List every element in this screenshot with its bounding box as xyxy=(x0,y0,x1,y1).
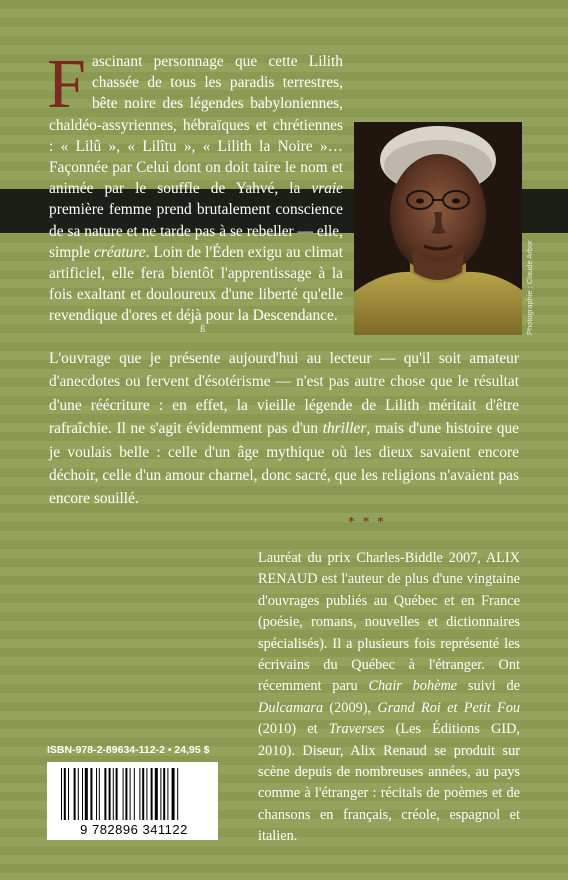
barcode-stripe xyxy=(134,768,135,820)
barcode-stripe xyxy=(139,768,140,820)
bio-text-3: (2009), xyxy=(323,699,378,716)
barcode-stripe xyxy=(123,768,124,820)
photo-credit: Photographie : Claude Arbor xyxy=(525,240,534,335)
bio-text-1: Lauréat du prix Charles-Biddle 2007, ALIX RENAUD est l'auteur de plus d'une vingtaine d'ouvrages publiés au Québec et en France (poésie, romans, nouvelles et dictionnaires spécialisés). Il a plusieurs fois représenté les écrivains du Québec à l'étranger. Ont récemment paru xyxy=(258,550,520,695)
barcode-stripe xyxy=(155,768,158,820)
intro-em-creature: créature xyxy=(94,243,146,261)
barcode-stripe xyxy=(116,768,118,820)
bio-text-2: suivi de xyxy=(457,678,521,695)
statement-text-2: , mais d'une histoire que je voulais belle : celle d'un âge mythique où les dieux savaient encore déchoir, celle d'un amour charnel, donc sacré, que les religions n'avaient pas encore souillé. xyxy=(49,420,519,508)
author-photo xyxy=(354,122,522,335)
barcode-stripe xyxy=(104,768,106,820)
ornament-small: ß xyxy=(200,323,206,335)
author-statement-paragraph xyxy=(49,347,519,511)
barcode-stripe xyxy=(96,768,97,820)
bio-title-1: Chair bohème xyxy=(368,678,458,695)
barcode-bars xyxy=(61,768,211,820)
statement-em-thriller: thriller xyxy=(322,420,367,438)
barcode-stripe xyxy=(64,768,66,820)
barcode-stripe xyxy=(82,768,83,820)
author-bio-paragraph xyxy=(258,548,520,848)
bio-title-3: Grand Roi et Petit Fou xyxy=(377,699,521,716)
barcode-stripe xyxy=(160,768,161,820)
isbn-price-line: ISBN-978-2-89634-112-2 • 24,95 $ xyxy=(47,744,210,756)
isbn-barcode xyxy=(47,762,218,840)
bio-title-2: Dulcamara xyxy=(258,699,324,716)
barcode-stripe xyxy=(99,768,100,820)
barcode-stripe xyxy=(90,768,92,820)
barcode-stripe xyxy=(142,768,144,820)
barcode-stripe xyxy=(85,768,88,820)
barcode-stripe xyxy=(151,768,153,820)
intro-text-2: première femme prend brutalement conscience de sa nature et ne tarde pas à se rebeller — elle, simple xyxy=(49,201,343,261)
barcode-stripe xyxy=(61,768,62,820)
barcode-number: 9 782896 341122 xyxy=(80,822,188,837)
barcode-stripe xyxy=(163,768,165,820)
barcode-stripe xyxy=(74,768,76,820)
section-separator-stars: * * * xyxy=(348,515,386,530)
drop-cap: F xyxy=(47,46,86,123)
author-portrait-image xyxy=(354,122,522,335)
bio-text-5: (Les Éditions GID, 2010). Diseur, Alix Renaud se produit sur scène depuis de nombreuses années, au pays comme à l'étranger : récitals de poèmes et de chansons en français, créole, espagnol et italien. xyxy=(258,721,520,845)
bio-text-4: (2010) et xyxy=(258,721,329,738)
barcode-stripe xyxy=(172,768,175,820)
intro-text-3: . Loin de l'Éden exigu au climat artificiel, elle fera bientôt l'apprentissage à la fois exaltant et douloureux d'une liberté qu'elle revendique d'ores et déjà pour la Descendance. xyxy=(49,243,343,325)
barcode-stripe xyxy=(109,768,111,820)
statement-text-1: L'ouvrage que je présente aujourd'hui au lecteur — qu'il soit amateur d'anecdotes ou fervent d'ésotérisme — n'est pas autre chose que le résultat d'une réécriture : en effet, la vieille légende de Lilith méritait d'être rafraîchie. Il ne s'agit évidemment pas d'un xyxy=(49,350,519,438)
barcode-stripe xyxy=(146,768,147,820)
barcode-stripe xyxy=(167,768,168,820)
barcode-stripe xyxy=(113,768,114,820)
barcode-stripe xyxy=(68,768,69,820)
barcode-stripe xyxy=(130,768,131,820)
barcode-stripe xyxy=(78,768,79,820)
bio-title-4: Traverses xyxy=(328,721,385,738)
barcode-stripe xyxy=(125,768,127,820)
barcode-stripe xyxy=(177,768,178,820)
intro-em-vraie: vraie xyxy=(311,180,343,198)
intro-text-1: ascinant personnage que cette Lilith chassée de tous les paradis terrestres, bête noire des légendes babyloniennes, chaldéo-assyriennes, hébraïques et chrétiennes : « Lilû », « Lilîtu », « Lilith la Noire »… Façonnée par Celui dont on doit taire le nom et animée par le souffle de Yahvé, la xyxy=(49,53,343,198)
